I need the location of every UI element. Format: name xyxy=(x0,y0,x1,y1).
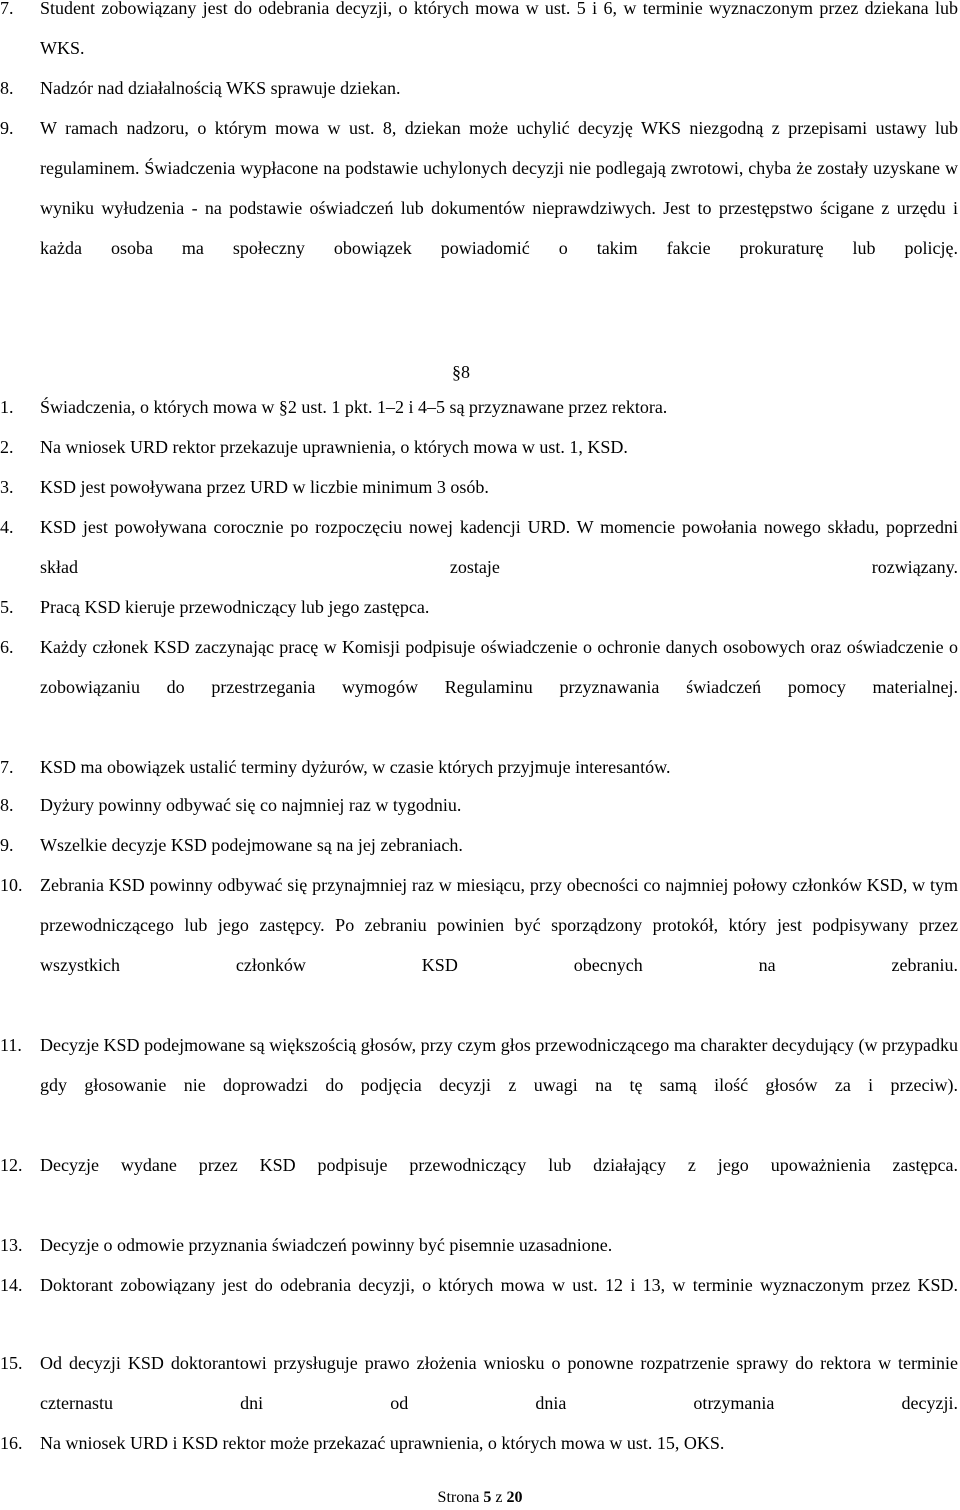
item-text: Decyzje o odmowie przyznania świadczeń powinny być pisemnie uzasadnione. xyxy=(40,1235,613,1255)
item-text: Na wniosek URD rektor przekazuje uprawnienia, o których mowa w ust. 1, KSD. xyxy=(40,437,628,457)
footer-page-number: 5 xyxy=(483,1489,492,1506)
item-text: KSD jest powoływana corocznie po rozpoczęciu nowej kadencji URD. W momencie powołania nowego składu, poprzedni skład zostaje rozwiązany. xyxy=(40,517,958,577)
item-text: Świadczenia, o których mowa w §2 ust. 1 pkt. 1–2 i 4–5 są przyznawane przez rektora. xyxy=(40,397,668,417)
item-number: 7. xyxy=(0,0,14,18)
item-number: 4. xyxy=(0,517,14,537)
item-text: Decyzje wydane przez KSD podpisuje przewodniczący lub działający z jego upoważnienia zastępca. xyxy=(40,1155,958,1175)
item-text: W ramach nadzoru, o którym mowa w ust. 8, dziekan może uchylić decyzję WKS niezgodną z przepisami ustawy lub regulaminem. Świadczenia wypłacone na podstawie uchylonych decyzji nie podlegają zwrotowi, chyba że zostały uzyskane w wyniku wyłudzenia - na podstawie oświadczeń lub dokumentów nieprawdziwych. Jest to przestępstwo ścigane z urzędu i każda osoba ma społeczny obowiązek powiadomić o takim fakcie prokuraturę lub policję. xyxy=(40,118,958,258)
item-number: 12. xyxy=(0,1155,23,1175)
item-number: 14. xyxy=(0,1275,23,1295)
item-text: Nadzór nad działalnością WKS sprawuje dziekan. xyxy=(40,78,401,98)
item-text: Doktorant zobowiązany jest do odebrania decyzji, o których mowa w ust. 12 i 13, w terminie wyznaczonym przez KSD. xyxy=(40,1275,958,1295)
item-text: Na wniosek URD i KSD rektor może przekazać uprawnienia, o których mowa w ust. 15, OKS. xyxy=(40,1433,725,1453)
item-number: 9. xyxy=(0,118,14,138)
item-number: 2. xyxy=(0,437,14,457)
item-number: 1. xyxy=(0,397,14,417)
item-number: 8. xyxy=(0,78,14,98)
footer-separator: z xyxy=(495,1489,503,1506)
item-number: 13. xyxy=(0,1235,23,1255)
footer-label: Strona xyxy=(437,1489,480,1506)
item-number: 6. xyxy=(0,637,14,657)
item-text: Zebrania KSD powinny odbywać się przynajmniej raz w miesiącu, przy obecności co najmniej połowy członków KSD, w tym przewodniczącego lub jego zastępcy. Po zebraniu powinien być sporządzony protokół, który jest podpisywany przez wszystkich członków KSD obecnych na zebraniu. xyxy=(40,875,958,975)
item-number: 3. xyxy=(0,477,14,497)
item-text: Każdy członek KSD zaczynając pracę w Komisji podpisuje oświadczenie o ochronie danych osobowych oraz oświadczenie o zobowiązaniu do przestrzegania wymogów Regulaminu przyznawania świadczeń pomocy materialnej. xyxy=(40,637,958,697)
item-number: 10. xyxy=(0,875,23,895)
section-symbol: § xyxy=(452,362,461,382)
item-number: 8. xyxy=(0,795,14,815)
item-number: 9. xyxy=(0,835,14,855)
footer-total-pages: 20 xyxy=(506,1489,523,1506)
item-text: KSD jest powoływana przez URD w liczbie minimum 3 osób. xyxy=(40,477,489,497)
page-footer xyxy=(0,1486,960,1510)
item-number: 7. xyxy=(0,757,14,777)
item-number: 11. xyxy=(0,1035,22,1055)
item-text: Pracą KSD kieruje przewodniczący lub jego zastępca. xyxy=(40,597,430,617)
item-text: Wszelkie decyzje KSD podejmowane są na jej zebraniach. xyxy=(40,835,463,855)
item-text: Dyżury powinny odbywać się co najmniej raz w tygodniu. xyxy=(40,795,462,815)
section-number: 8 xyxy=(461,362,470,382)
item-text: Student zobowiązany jest do odebrania decyzji, o których mowa w ust. 5 i 6, w terminie wyznaczonym przez dziekana lub WKS. xyxy=(40,0,958,58)
item-text: Od decyzji KSD doktorantowi przysługuje prawo złożenia wniosku o ponowne rozpatrzenie sprawy do rektora w terminie czternastu dni od dnia otrzymania decyzji. xyxy=(40,1353,958,1413)
item-number: 5. xyxy=(0,597,14,617)
item-number: 16. xyxy=(0,1433,23,1453)
item-number: 15. xyxy=(0,1353,23,1373)
item-text: KSD ma obowiązek ustalić terminy dyżurów, w czasie których przyjmuje interesantów. xyxy=(40,757,671,777)
section-heading xyxy=(452,352,470,392)
item-text: Decyzje KSD podejmowane są większością głosów, przy czym głos przewodniczącego ma charakter decydujący (w przypadku gdy głosowanie nie doprowadzi do podjęcia decyzji z uwagi na tę samą ilość głosów za i przeciw). xyxy=(40,1035,958,1095)
